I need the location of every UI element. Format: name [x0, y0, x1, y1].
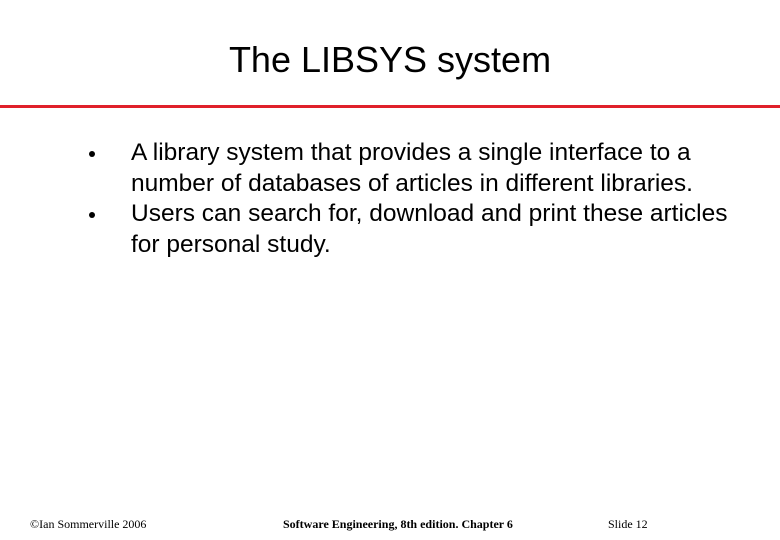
footer-slide-number: Slide 12: [608, 517, 648, 531]
bullet-dot-icon: [89, 212, 95, 218]
footer-book-title: Software Engineering, 8th edition. Chapter 6: [283, 517, 513, 531]
bullet-dot-icon: [89, 151, 95, 157]
title-divider: [0, 105, 780, 108]
bullet-item: [0, 138, 731, 199]
slide-title: The LIBSYS system: [228, 39, 552, 80]
bullet-text: A library system that provides a single interface to a number of databases of articles in different libraries.: [131, 139, 693, 197]
bullet-item: [0, 199, 731, 260]
bullet-text: Users can search for, download and print these articles for personal study.: [131, 200, 728, 258]
bullet-list: [0, 138, 780, 260]
footer-copyright: ©Ian Sommerville 2006: [30, 517, 147, 531]
